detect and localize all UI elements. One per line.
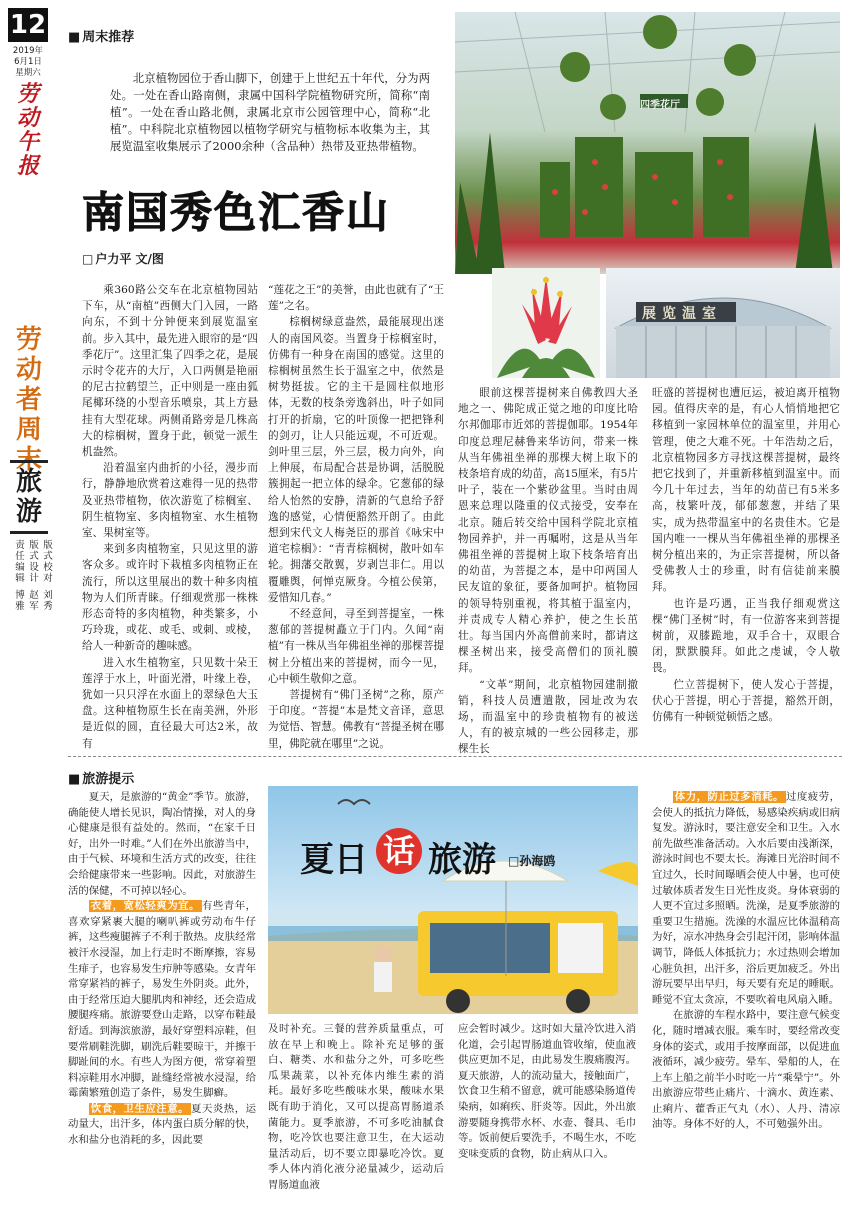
greenhouse-photo [455,12,840,274]
credit-name-proof: 刘秀 [43,590,53,612]
feature-column-2: “莲花之王”的美誉，由此也就有了“王莲”之名。 棕榈树绿意盎然，最能展现出迷人的南国风姿。当置身于棕榈室时，仿佛有一种身在南国的感觉。这里的棕榈树虽然生长于温室之中，依然是树势挺拔。它的主干是圆柱似地形体，无数的枝条旁逸斜出，叶子如同打开的折扇，它的叶顶像一把把锋利的剑刃，让人只能远观，不可近观。剑叶里三层，外三层，极力向外，向上伸展，布局配合甚是协调，活脱脱簇拥起一把立体的绿伞。它葱郁的绿给人怡然的安静，清新的气息给予舒逸的感觉，心情便豁然开朗了。由此想到宋代文人梅尧臣的那首《咏宋中道宅棕榈》：“青青棕榈树，散叶如车轮。拥藩交散翼，岁剥岂非仁。用以覆雕舆，何惮克厥身。今植公侯第，爱惜知几春。” 不经意间，寻至到菩提室，一株葱郁的菩提树矗立于门内。久闻“南植”有一株从当年佛祖坐禅的那棵菩提树上分植出来的菩提树，而今一见，心中顿生敬仰之意。 菩提树有“佛门圣树”之称，原产于印度。“菩提”本是梵文音译，意思为觉悟、智慧。佛教有“菩提圣树在哪里，佛陀就在哪里”之说。 [268,284,444,750]
feature-column-3: 眼前这棵菩提树来自佛教四大圣地之一、佛陀成正觉之地的印度比哈尔邦伽耶市近郊的菩提伽耶。1954年印度总理尼赫鲁来华访问，带来一株从当年佛祖坐禅的那棵大树上取下的枝条培育成的幼苗，高15厘米，有5片叶子，装在一个紫砂盆里。当时由周恩来总理以隆重的仪式接受，安奉在北京。随后转交给中国科学院北京植物园养护，并一再嘱咐，这是从当年佛祖坐禅的菩提树上取下枝条培育出的幼苗，为菩提之本，是中印两国人民友谊的象征，要备加呵护。植物园的领导特别重视，将其植于温室内，并责成专人精心养护，使之生长茁壮。每当国内外高僧前来时，都请这棵圣树出来，接受高僧们的顶礼膜拜。 “文革”期间，北京植物园建制撤销，科技人员遭遣散，园址改为农场，而温室中的珍贵植物有的被送人，有的被京城的一些公园移走，那棵生长 [458,387,638,756]
travel-column-4: 体力，防止过多消耗。 过度疲劳，会使人的抵抗力降低，易感染疾病或旧病复发。游泳时，要注意安全和卫生。入水前先做些准备活动。入水后要由浅渐深，游泳时间也不要太长。海滩日光浴时间不宜过久，长时间曝晒会使人中暑，也可使过敏体质者发生日光性皮炎。身体衰弱的人更不宜过多照晒。洗澡，是夏季旅游的重要卫生措施。洗澡的水温应比体温稍高为好，凉水冲热身会引起汗闭，影响体温调节，降低人体抵抗力；水过热则会增加心脏负担，出汗多，浴后更加疲乏。外出游玩要早出早归，每天要有充足的睡眠。睡觉不宜太贪凉，不要吹着电风扇入睡。 在旅游的车程水路中，要注意气候变化，随时增减衣服。乘车时，要经常改变身体的姿式，或用手按摩面部，以促进血液循环，减少疲劳。晕车、晕船的人，在上车上船之前半小时吃一片“乘晕宁”。外出旅游应带些止痛片、十滴水、黄连素、止痢片、藿香正气丸（水）、人丹、清凉油等。身体不好的人，不可勉强外出。 [652,791,841,1131]
ad-byline-box: □ [508,854,520,868]
ad-byline [508,852,555,869]
hall-sign: 四季花厅 [640,100,680,111]
travel-intro: 夏天，是旅游的“黄金”季节。旅游，确能使人增长见识，陶冶情操，对人的身心健康是很有益处的。然而，“在家千日好，出外一时难。”人们在外出旅游当中，由于气候、环境和生活方式的改变，往往会给健康带来一些影响。因此，对旅游生活的保健，不可掉以轻心。 [68,791,256,897]
ad-title-part1: 夏日 [300,840,368,880]
bromeliad-photo [492,268,600,378]
ad-title-circle: 话 [376,828,422,874]
date-year: 2019年 [12,46,44,56]
feature-intro: 北京植物园位于香山脚下，创建于上世纪五十年代，分为两处。一处在香山路南侧，隶属中国科学院植物研究所，简称“南植”。一处在香山路北侧，隶属北京市公园管理中心，简称“北植”。中科院北京植物园以植物学研究与植物标本收集为主，其展览温室收集展示了2000余种（含品种）热带及亚热带植物。 [110,71,430,153]
tip-heading-clothing: 衣着，宽松轻爽为宜。 [90,900,200,913]
weekday: 星期六 [15,68,41,78]
credit-role-proof: 版式校对 [43,540,53,584]
paper-logo: 劳动午报 [16,81,39,179]
ad-title-part2: 旅游 [428,840,496,880]
tip-heading-diet: 饮食，卫生应注意。 [90,1102,190,1115]
credit-name-design: 赵军 [29,590,39,612]
travel-column-3: 应会暂时减少。这时如大量冷饮进入消化道，会引起胃肠道血管收缩，使血液供应更加不足，由此易发生腹痛腹泻。夏天旅游，人的流动量大，接触面广，饮食卫生稍不留意，就可能感染肠道传染病，如痢疾、肝炎等。因此，外出旅游要随身携带水杯、水壶、餐具、毛巾等。饭前便后要洗手，不喝生水，不吃变味变质的食物，防止病从口入。 [458,1023,636,1160]
tip-heading-energy: 体力，防止过多消耗。 [674,791,784,803]
summer-travel-illustration [268,786,638,1014]
section-label: 旅游 [10,460,48,534]
credit-role-design: 版式设计 [29,540,39,584]
section-divider [68,756,842,757]
section-tag-weekend: ■ 周末推荐 [68,26,134,45]
section-tag-travel: ■ 旅游提示 [68,768,134,787]
greenhouse-sign: 展览温室 [642,306,722,322]
feature-column-4: 旺盛的菩提树也遭厄运，被迫离开植物园。值得庆幸的是，有心人悄悄地把它移植到一家园林单位的温室里，并用心管理，使之大难不死。十年浩劫之后，北京植物园多方寻找这棵菩提树，最终把它找到了，并重新移植到温室中。而今几十年过去，当年的幼苗已有5米多高，枝繁叶茂，郁郁葱葱，并结了果实，成为热带温室中的名贵佳木。它是国内唯一一棵从当年佛祖坐禅的那棵圣树分植出来的，为正宗菩提树，所以备受佛教人士的珍重，时有信徒前来膜拜。 也许是巧遇，正当我仔细观赏这棵“佛门圣树”时，有一位游客来到菩提树前，双膝跪地，双手合十，双眼合闭，默默膜拜。如此之虔诚，令人敬畏。 伫立菩提树下，使人发心于菩提，伏心于菩提，明心于菩提，豁然开朗，仿佛有一种顿觉顿悟之感。 [652,387,840,724]
feature-headline: 南国秀色汇香山 [82,188,391,237]
date-day: 6月1日 [14,57,42,67]
travel-column-1: 夏天，是旅游的“黄金”季节。旅游，确能使人增长见识，陶冶情操，对人的身心健康是很有益处的。然而，“在家千日好，出外一时难。”人们在外出旅游当中，由于气候、环境和生活方式的改变，往往会给健康带来一些影响。因此，对旅游生活的保健，不可掉以轻心。 衣着，宽松轻爽为宜。 有些青年，喜欢穿紧裹大腿的喇叭裤或劳动布牛仔裤，这些瘦腿裤子不利于散热。皮肤经常被汗水浸湿，加上行走时不断摩擦，容易生痱子，也容易发生疖肿等感染。女青年常穿紧裆的裤子，易发生外阴炎。此外，由于经常压迫大腿肌肉和神经，还会造成腰腿疼痛。旅游要登山走路，以穿布鞋最舒适。到海滨旅游，最好穿塑料凉鞋，但要常刷鞋洗脚，刷洗后鞋要晾干，并擦干脚趾间的水。有些人为图方便，常穿着塑料凉鞋用水冲脚，趾缝经常被水浸湿，给霉菌繁殖创造了条件，易发生脚癣。 饮食，卫生应注意。 夏天炎热，运动量大，出汗多，体内蛋白质分解的快，水和盐分也消耗的多，因此要 [68,791,257,1147]
page-number: 12 [9,10,47,40]
feature-column-1: 乘360路公交车在北京植物园站下车，从“南植”西侧大门入园，一路向东，不到十分钟便来到展览温室前。步入其中，最先进入眼帘的是“四季花厅”。这里汇集了四季之花，是展示时令花卉的大厅，入口两侧是艳丽的尼古拉鹤望兰，正中则是一座由狐尾椰环绕的小型音乐喷泉，其上方悬挂有大型花球。两侧甬路旁是几株高大的棕榈树，置身于此，顿觉一派生机盎然。 沿着温室内曲折的小径，漫步而行，静静地欣赏着这难得一见的热带及亚热带植物，依次游览了棕榈室、阴生植物室、多肉植物室、水生植物室、果树室等。 来到多肉植物室，只见这里的游客众多。或许时下栽植多肉植物正在流行，所以这里展出的数十种多肉植物为人们所青睐。仔细观赏那一株株形态奇特的多肉植物，种类繁多，小巧玲珑，或花、或毛、或刺、或棱，给人一种新奇的趣味感。 进入水生植物室，只见数十朵王莲浮于水上，叶面光滑，叶缘上卷，犹如一只只浮在水面上的翠绿色大玉盘。这种植物原生长在南美洲，外形是近似的圆，直径最大可达2米，故有 [82,284,258,750]
travel-column-2: 及时补充。三餐的营养质量重点，可放在早上和晚上。除补充足够的蛋白、糖类、水和盐分之外，可多吃些瓜果蔬菜，以补充体内维生素的消耗。最好多吃些酸味水果，酸味水果既有助于消化，又可以提高胃肠道杀菌能力。夏季旅游，不可多吃油腻食物，吃冷饮也要注意卫生，在大运动量活动后，切不要立即暴吃冷饮。夏季人体内消化液分泌量减少，运动后胃肠道血液 [268,1023,444,1191]
exhibition-greenhouse-photo [606,268,840,378]
ad-byline-text: 孙海鸥 [519,854,556,868]
credit-role-editor: 责任编辑 [15,540,25,584]
feature-byline: □ 户力平 文/图 [82,250,164,267]
credit-name-editor: 博雅 [15,590,25,612]
supplement-title: 劳动者周末 [15,325,42,475]
